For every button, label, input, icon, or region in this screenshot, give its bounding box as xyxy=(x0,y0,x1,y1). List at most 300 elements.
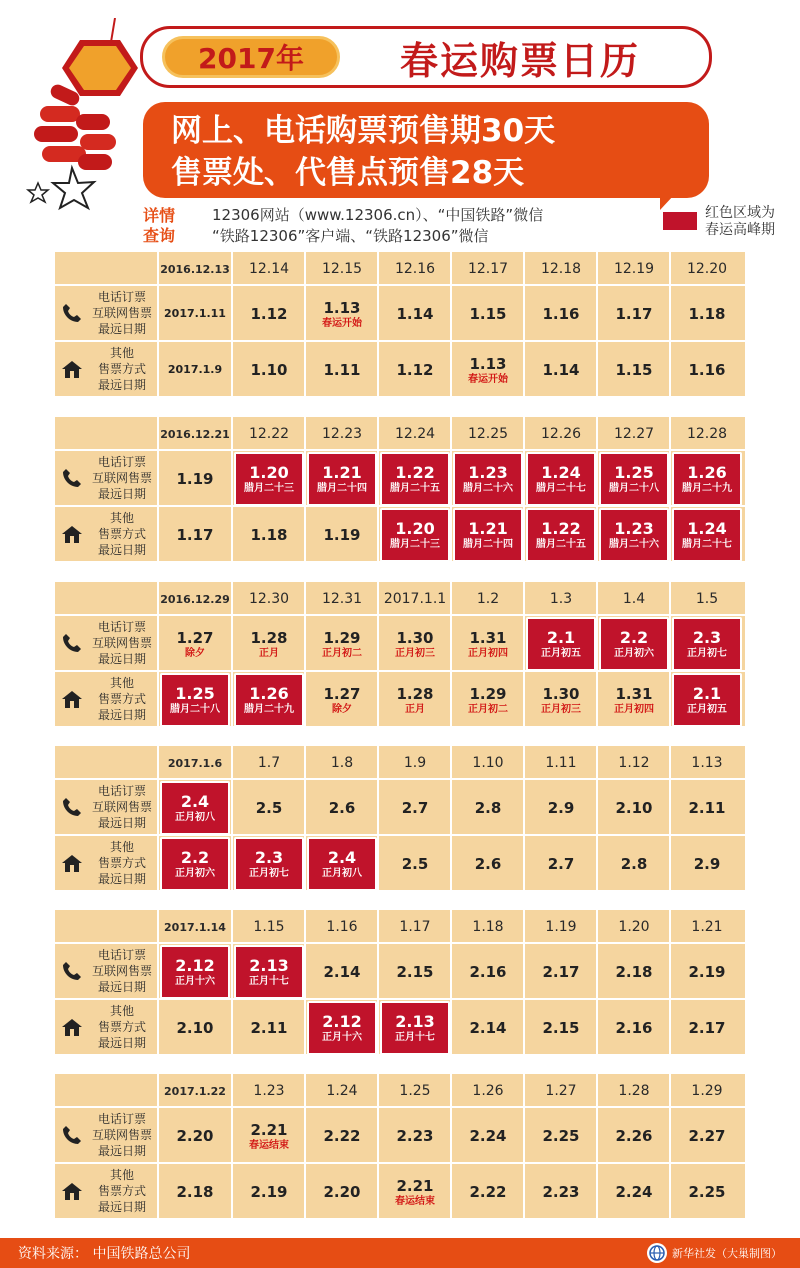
other-methods-row-label xyxy=(55,1165,159,1219)
latest-ticket-date: 1.31 xyxy=(469,628,507,647)
date-cell xyxy=(380,1165,450,1219)
latest-ticket-date: 2.2 xyxy=(619,627,649,647)
date-cell xyxy=(526,287,596,341)
date-cell xyxy=(234,1109,304,1163)
presale-banner xyxy=(143,102,709,198)
peak-date-cell xyxy=(672,673,742,727)
latest-ticket-date: 1.18 xyxy=(688,305,726,323)
row-label-line: 售票方式 xyxy=(97,856,146,870)
latest-ticket-date: 1.13 xyxy=(469,354,507,373)
date-cell xyxy=(453,287,523,341)
date-cell xyxy=(307,1165,377,1219)
lunar-date-note: 正月初八 xyxy=(322,867,362,879)
latest-ticket-date: 2.19 xyxy=(688,963,726,981)
latest-ticket-date: 1.17 xyxy=(176,526,214,544)
date-cell xyxy=(160,1109,230,1163)
peak-date-cell xyxy=(234,837,304,891)
peak-date-cell xyxy=(160,837,230,891)
latest-ticket-date: 2.7 xyxy=(547,855,575,873)
lunar-date-note: 腊月二十八 xyxy=(609,482,659,494)
phone-icon xyxy=(61,796,83,818)
latest-ticket-date: 1.20 xyxy=(395,518,435,538)
date-cell xyxy=(380,617,450,671)
row-label-line: 其他 xyxy=(109,840,134,854)
latest-ticket-date: 2.18 xyxy=(615,963,653,981)
latest-ticket-date: 2.5 xyxy=(401,855,429,873)
calendar-block xyxy=(55,582,745,726)
lunar-date-note: 正月初七 xyxy=(687,647,727,659)
row-label-line: 电话订票 xyxy=(97,620,146,634)
purchase-date-header: 1.11 xyxy=(545,755,577,771)
purchase-date-header: 12.17 xyxy=(467,261,509,277)
latest-ticket-date: 1.27 xyxy=(323,684,361,703)
lunar-date-note: 正月 xyxy=(259,647,279,659)
house-icon xyxy=(61,1016,83,1038)
peak-date-cell xyxy=(453,452,523,506)
latest-ticket-date: 2.24 xyxy=(615,1183,653,1201)
purchase-date-header: 1.25 xyxy=(399,1083,431,1099)
purchase-date-header: 1.2 xyxy=(476,591,500,607)
legend-text xyxy=(705,205,775,239)
date-cell xyxy=(307,945,377,999)
purchase-date-header: 1.9 xyxy=(403,755,427,771)
online-phone-row-label xyxy=(55,617,159,671)
latest-ticket-date: 2.12 xyxy=(175,955,215,975)
latest-ticket-date: 2.16 xyxy=(469,963,507,981)
date-cell xyxy=(453,343,523,397)
row-label-line: 电话订票 xyxy=(97,455,146,469)
latest-ticket-date: 2.2 xyxy=(180,847,210,867)
date-cell xyxy=(453,673,523,727)
purchase-date-header: 1.28 xyxy=(618,1083,650,1099)
lunar-date-note: 正月十七 xyxy=(249,975,289,987)
purchase-date-header: 1.15 xyxy=(253,919,285,935)
details-line-2: “铁路12306”客户端、“铁路12306”微信 xyxy=(212,227,489,245)
date-cell xyxy=(380,673,450,727)
latest-ticket-date: 1.25 xyxy=(175,683,215,703)
purchase-date-header: 12.18 xyxy=(540,261,582,277)
date-cell xyxy=(672,1165,742,1219)
purchase-date-header: 2017.1.22 xyxy=(164,1084,226,1098)
latest-ticket-date: 2.8 xyxy=(620,855,648,873)
row-label-line: 其他 xyxy=(109,676,134,690)
purchase-date-header: 12.15 xyxy=(321,261,363,277)
row-label-text xyxy=(85,1003,159,1051)
latest-ticket-date: 1.28 xyxy=(396,684,434,703)
row-label-line: 售票方式 xyxy=(97,527,146,541)
legend-red-swatch xyxy=(663,212,697,230)
purchase-date-header: 2016.12.29 xyxy=(160,592,230,606)
purchase-date-header: 2016.12.13 xyxy=(160,262,230,276)
legend-line-2: 春运高峰期 xyxy=(705,222,775,238)
lunar-date-note: 腊月二十六 xyxy=(463,482,513,494)
calendar-block xyxy=(55,252,745,396)
latest-ticket-date: 2.14 xyxy=(323,963,361,981)
date-cell xyxy=(526,1109,596,1163)
date-cell xyxy=(453,945,523,999)
online-phone-row-label xyxy=(55,287,159,341)
latest-ticket-date: 2.4 xyxy=(180,791,210,811)
latest-ticket-date: 1.22 xyxy=(541,518,581,538)
latest-ticket-date: 2.1 xyxy=(546,627,576,647)
lunar-date-note: 春运开始 xyxy=(322,317,362,329)
date-cell xyxy=(526,837,596,891)
latest-ticket-date: 1.14 xyxy=(396,305,434,323)
purchase-date-header: 2017.1.14 xyxy=(164,920,226,934)
online-phone-row-label xyxy=(55,452,159,506)
latest-ticket-date: 2.5 xyxy=(255,799,283,817)
date-cell xyxy=(672,837,742,891)
banner-tail xyxy=(660,180,688,210)
peak-date-cell xyxy=(160,945,230,999)
purchase-date-header: 12.19 xyxy=(613,261,655,277)
row-label-line: 互联网售票 xyxy=(91,471,152,485)
latest-ticket-date: 2.14 xyxy=(469,1019,507,1037)
other-methods-row-label xyxy=(55,1001,159,1055)
latest-ticket-date: 2.21 xyxy=(396,1176,434,1195)
date-cell xyxy=(307,287,377,341)
lunar-date-note: 腊月二十五 xyxy=(536,538,586,550)
purchase-date-header: 1.12 xyxy=(618,755,650,771)
latest-ticket-date: 1.10 xyxy=(250,361,288,379)
peak-date-cell xyxy=(599,452,669,506)
details-text xyxy=(212,205,543,247)
latest-ticket-date: 2.16 xyxy=(615,1019,653,1037)
row-label-line: 其他 xyxy=(109,346,134,360)
purchase-date-header: 12.31 xyxy=(321,591,363,607)
latest-ticket-date: 1.23 xyxy=(614,518,654,538)
latest-ticket-date: 2.7 xyxy=(401,799,429,817)
date-cell xyxy=(672,1001,742,1055)
xinhua-globe-icon xyxy=(646,1242,668,1264)
latest-ticket-date: 2.13 xyxy=(395,1011,435,1031)
lunar-date-note: 春运结束 xyxy=(395,1195,435,1207)
row-label-line: 最远日期 xyxy=(97,816,146,830)
latest-ticket-date: 2.3 xyxy=(254,847,284,867)
date-cell xyxy=(234,1165,304,1219)
other-methods-row-label xyxy=(55,837,159,891)
phone-icon xyxy=(61,302,83,324)
latest-ticket-date: 1.23 xyxy=(468,462,508,482)
lunar-date-note: 正月初五 xyxy=(541,647,581,659)
footer-credit: 新华社发（大巢制图） xyxy=(672,1247,782,1260)
latest-ticket-date: 1.24 xyxy=(687,518,727,538)
latest-ticket-date: 2.10 xyxy=(176,1019,214,1037)
date-cell xyxy=(453,1165,523,1219)
latest-ticket-date: 2.15 xyxy=(396,963,434,981)
date-cell xyxy=(526,1001,596,1055)
house-icon xyxy=(61,358,83,380)
lunar-date-note: 春运开始 xyxy=(468,373,508,385)
latest-ticket-date: 1.31 xyxy=(615,684,653,703)
latest-ticket-date: 2.25 xyxy=(542,1127,580,1145)
row-label-text xyxy=(85,345,159,393)
date-cell xyxy=(307,343,377,397)
details-line-1: 12306网站（www.12306.cn）、“中国铁路”微信 xyxy=(212,206,544,224)
latest-ticket-date: 2.20 xyxy=(176,1127,214,1145)
date-cell xyxy=(234,617,304,671)
latest-ticket-date: 2.9 xyxy=(693,855,721,873)
lunar-date-note: 除夕 xyxy=(332,703,352,715)
latest-ticket-date: 2.8 xyxy=(474,799,502,817)
purchase-date-header: 1.29 xyxy=(691,1083,723,1099)
latest-ticket-date: 2.13 xyxy=(249,955,289,975)
purchase-date-header: 1.21 xyxy=(691,919,723,935)
date-cell xyxy=(380,781,450,835)
latest-ticket-date: 1.11 xyxy=(323,361,361,379)
lunar-date-note: 正月初六 xyxy=(175,867,215,879)
lunar-date-note: 正月初四 xyxy=(468,647,508,659)
row-label-text xyxy=(85,1167,159,1215)
row-label-line: 其他 xyxy=(109,1004,134,1018)
purchase-date-header: 1.16 xyxy=(326,919,358,935)
latest-ticket-date: 2.20 xyxy=(323,1183,361,1201)
online-phone-row-label xyxy=(55,945,159,999)
row-label-line: 最远日期 xyxy=(97,980,146,994)
purchase-date-header: 12.16 xyxy=(394,261,436,277)
purchase-date-header: 1.23 xyxy=(253,1083,285,1099)
date-cell xyxy=(380,945,450,999)
latest-ticket-date: 2.4 xyxy=(327,847,357,867)
latest-ticket-date: 2017.1.9 xyxy=(167,363,223,376)
latest-ticket-date: 2.11 xyxy=(250,1019,288,1037)
date-cell xyxy=(599,1001,669,1055)
latest-ticket-date: 1.22 xyxy=(395,462,435,482)
date-cell xyxy=(672,287,742,341)
latest-ticket-date: 1.14 xyxy=(542,361,580,379)
purchase-date-header: 1.24 xyxy=(326,1083,358,1099)
legend-line-1: 红色区域为 xyxy=(705,205,775,221)
row-label-text xyxy=(85,675,159,723)
latest-ticket-date: 1.27 xyxy=(176,628,214,647)
purchase-date-header: 1.5 xyxy=(695,591,719,607)
row-label-line: 最远日期 xyxy=(97,378,146,392)
purchase-date-header: 1.19 xyxy=(545,919,577,935)
peak-date-cell xyxy=(234,945,304,999)
date-cell xyxy=(160,287,230,341)
latest-ticket-date: 2.18 xyxy=(176,1183,214,1201)
footer-source: 资料来源： 中国铁路总公司 xyxy=(18,1246,191,1262)
purchase-date-header: 1.13 xyxy=(691,755,723,771)
lunar-date-note: 正月初三 xyxy=(395,647,435,659)
date-cell xyxy=(160,1001,230,1055)
latest-ticket-date: 1.12 xyxy=(396,361,434,379)
latest-ticket-date: 1.30 xyxy=(396,628,434,647)
purchase-date-header: 12.14 xyxy=(248,261,290,277)
house-icon xyxy=(61,688,83,710)
purchase-date-header: 2017.1.1 xyxy=(383,591,447,607)
row-label-text xyxy=(85,839,159,887)
peak-date-cell xyxy=(672,508,742,562)
latest-ticket-date: 1.21 xyxy=(468,518,508,538)
date-cell xyxy=(526,1165,596,1219)
year-badge: 2017年 xyxy=(162,36,340,78)
details-label xyxy=(143,206,175,246)
phone-icon xyxy=(61,1124,83,1146)
latest-ticket-date: 2.21 xyxy=(250,1120,288,1139)
date-cell xyxy=(453,1001,523,1055)
purchase-date-header: 1.10 xyxy=(472,755,504,771)
date-cell xyxy=(307,673,377,727)
house-icon xyxy=(61,1180,83,1202)
lunar-date-note: 正月初二 xyxy=(468,703,508,715)
other-methods-row-label xyxy=(55,343,159,397)
peak-date-cell xyxy=(160,781,230,835)
house-icon xyxy=(61,852,83,874)
peak-date-cell xyxy=(526,452,596,506)
details-label-1: 详情 xyxy=(143,206,176,225)
date-cell xyxy=(453,1109,523,1163)
row-label-line: 最远日期 xyxy=(97,1200,146,1214)
phone-icon xyxy=(61,632,83,654)
latest-ticket-date: 1.12 xyxy=(250,305,288,323)
latest-ticket-date: 2.26 xyxy=(615,1127,653,1145)
peak-date-cell xyxy=(307,452,377,506)
row-label-line: 最远日期 xyxy=(97,872,146,886)
date-cell xyxy=(526,673,596,727)
row-label-line: 互联网售票 xyxy=(91,306,152,320)
row-label-text xyxy=(85,619,159,667)
row-label-line: 其他 xyxy=(109,511,134,525)
lunar-date-note: 春运结束 xyxy=(249,1139,289,1151)
latest-ticket-date: 2.17 xyxy=(542,963,580,981)
date-cell xyxy=(526,781,596,835)
row-label-text xyxy=(85,947,159,995)
purchase-date-header: 1.7 xyxy=(257,755,281,771)
latest-ticket-date: 1.15 xyxy=(615,361,653,379)
lunar-date-note: 腊月二十七 xyxy=(536,482,586,494)
latest-ticket-date: 2.11 xyxy=(688,799,726,817)
purchase-date-header: 1.4 xyxy=(622,591,646,607)
other-methods-row-label xyxy=(55,508,159,562)
purchase-date-header: 1.8 xyxy=(330,755,354,771)
peak-date-cell xyxy=(380,1001,450,1055)
lunar-date-note: 正月 xyxy=(405,703,425,715)
row-label-line: 电话订票 xyxy=(97,290,146,304)
date-cell xyxy=(526,945,596,999)
date-cell xyxy=(307,781,377,835)
date-cell xyxy=(160,617,230,671)
latest-ticket-date: 1.30 xyxy=(542,684,580,703)
lunar-date-note: 除夕 xyxy=(185,647,205,659)
footer-bar xyxy=(0,1238,800,1268)
latest-ticket-date: 1.18 xyxy=(250,526,288,544)
date-cell xyxy=(234,781,304,835)
row-label-line: 互联网售票 xyxy=(91,964,152,978)
date-cell xyxy=(307,1109,377,1163)
purchase-date-header: 2016.12.21 xyxy=(160,427,230,441)
lunar-date-note: 腊月二十五 xyxy=(390,482,440,494)
date-cell xyxy=(160,1165,230,1219)
row-label-line: 最远日期 xyxy=(97,487,146,501)
date-cell xyxy=(234,1001,304,1055)
latest-ticket-date: 1.28 xyxy=(250,628,288,647)
peak-date-cell xyxy=(380,508,450,562)
date-cell xyxy=(453,617,523,671)
lunar-date-note: 腊月二十六 xyxy=(609,538,659,550)
row-label-line: 最远日期 xyxy=(97,543,146,557)
peak-date-cell xyxy=(672,617,742,671)
page-title: 春运购票日历 xyxy=(399,38,640,83)
date-cell xyxy=(672,1109,742,1163)
purchase-date-header: 1.17 xyxy=(399,919,431,935)
purchase-date-header: 12.27 xyxy=(613,426,655,442)
purchase-date-header: 1.27 xyxy=(545,1083,577,1099)
calendar-block xyxy=(55,910,745,1054)
purchase-date-header: 1.3 xyxy=(549,591,573,607)
latest-ticket-date: 1.19 xyxy=(323,526,361,544)
lunar-date-note: 正月十六 xyxy=(175,975,215,987)
lunar-date-note: 腊月二十九 xyxy=(682,482,732,494)
online-phone-row-label xyxy=(55,1109,159,1163)
peak-date-cell xyxy=(453,508,523,562)
latest-ticket-date: 1.21 xyxy=(322,462,362,482)
latest-ticket-date: 1.15 xyxy=(469,305,507,323)
online-phone-row-label xyxy=(55,781,159,835)
latest-ticket-date: 1.16 xyxy=(542,305,580,323)
date-cell xyxy=(307,617,377,671)
banner-line-2: 售票处、代售点预售28天 xyxy=(171,155,525,191)
row-label-line: 最远日期 xyxy=(97,1036,146,1050)
latest-ticket-date: 1.13 xyxy=(323,298,361,317)
row-label-line: 其他 xyxy=(109,1168,134,1182)
date-cell xyxy=(599,287,669,341)
lunar-date-note: 腊月二十八 xyxy=(170,703,220,715)
purchase-date-header: 12.26 xyxy=(540,426,582,442)
purchase-date-header: 12.24 xyxy=(394,426,436,442)
date-cell xyxy=(380,343,450,397)
date-cell xyxy=(526,343,596,397)
lunar-date-note: 正月初六 xyxy=(614,647,654,659)
lunar-date-note: 正月十六 xyxy=(322,1031,362,1043)
peak-date-cell xyxy=(672,452,742,506)
row-label-line: 最远日期 xyxy=(97,652,146,666)
lunar-date-note: 腊月二十四 xyxy=(463,538,513,550)
other-methods-row-label xyxy=(55,673,159,727)
peak-date-cell xyxy=(234,452,304,506)
lunar-date-note: 正月初五 xyxy=(687,703,727,715)
date-cell xyxy=(380,837,450,891)
date-cell xyxy=(672,343,742,397)
phone-icon xyxy=(61,960,83,982)
phone-icon xyxy=(61,467,83,489)
date-cell xyxy=(599,673,669,727)
date-cell xyxy=(380,1109,450,1163)
lunar-date-note: 正月十七 xyxy=(395,1031,435,1043)
date-cell xyxy=(160,452,230,506)
purchase-date-header: 2017.1.6 xyxy=(167,756,223,770)
latest-ticket-date: 2.25 xyxy=(688,1183,726,1201)
peak-date-cell xyxy=(526,508,596,562)
calendar-block xyxy=(55,1074,745,1218)
row-label-line: 最远日期 xyxy=(97,708,146,722)
lunar-date-note: 正月初二 xyxy=(322,647,362,659)
peak-date-cell xyxy=(599,617,669,671)
lunar-date-note: 正月初四 xyxy=(614,703,654,715)
latest-ticket-date: 2.3 xyxy=(692,627,722,647)
purchase-date-header: 12.22 xyxy=(248,426,290,442)
purchase-date-header: 1.18 xyxy=(472,919,504,935)
purchase-date-header: 12.25 xyxy=(467,426,509,442)
row-label-text xyxy=(85,783,159,831)
row-label-line: 电话订票 xyxy=(97,784,146,798)
latest-ticket-date: 1.17 xyxy=(615,305,653,323)
lunar-date-note: 腊月二十三 xyxy=(244,482,294,494)
latest-ticket-date: 2.22 xyxy=(469,1183,507,1201)
lunar-date-note: 腊月二十九 xyxy=(244,703,294,715)
latest-ticket-date: 2.9 xyxy=(547,799,575,817)
purchase-date-header: 1.26 xyxy=(472,1083,504,1099)
